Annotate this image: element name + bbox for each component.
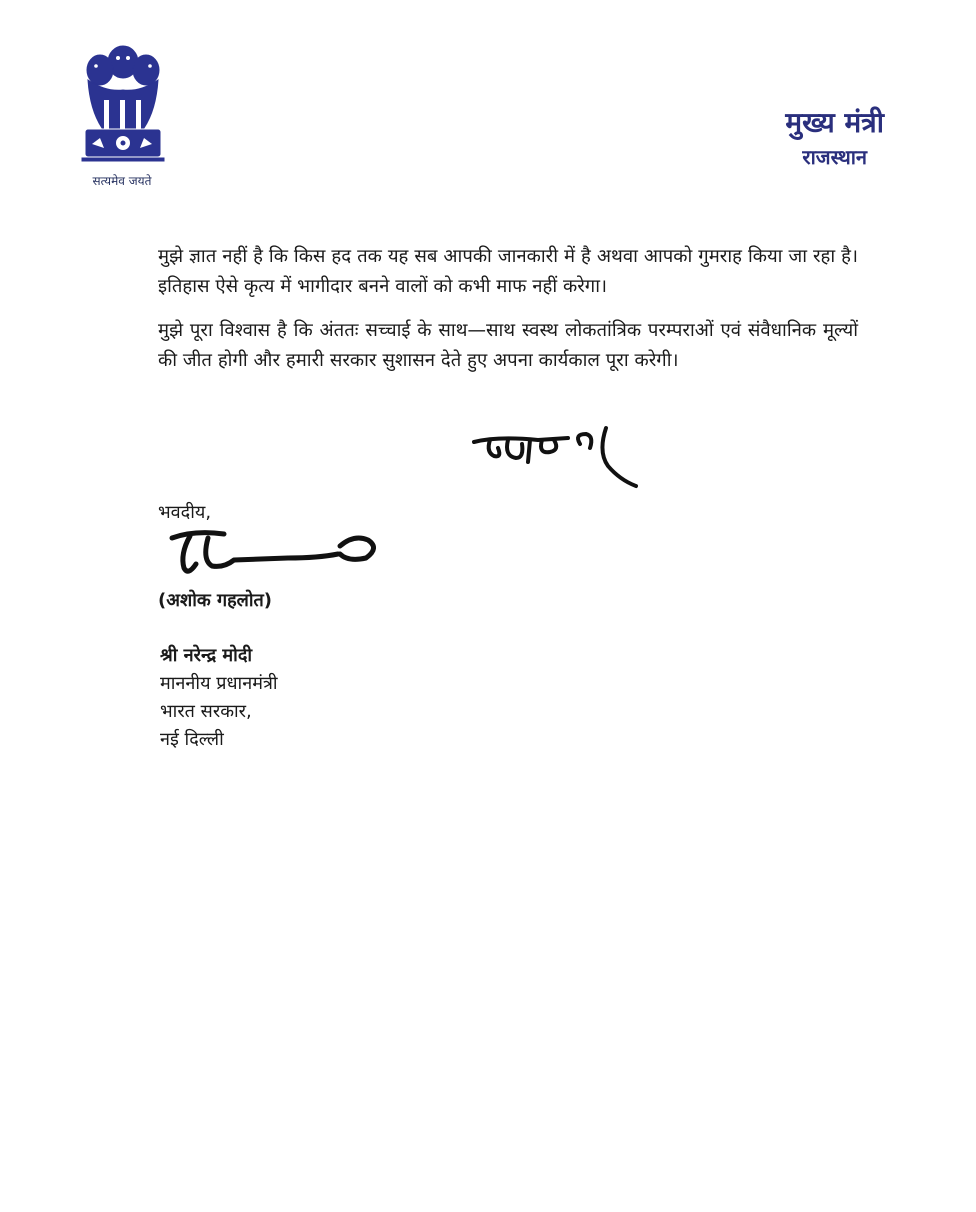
signature	[168, 524, 388, 584]
office-state: राजस्थान	[802, 145, 868, 169]
body-paragraph: मुझे पूरा विश्वास है कि अंततः सच्चाई के साथ—साथ स्वस्थ लोकतांत्रिक परम्पराओं एवं संवैधानिक मूल्यों की जीत होगी और हमारी सरकार सुशासन देते हुए अपना कार्यकाल पूरा करेगी।	[158, 320, 858, 371]
recipient-designation: माननीय प्रधानमंत्री	[160, 673, 278, 694]
letter-body	[158, 242, 858, 390]
national-emblem-icon	[80, 40, 166, 190]
emblem-motto: सत्यमेव जयते	[92, 174, 152, 188]
closing-salutation: भवदीय,	[158, 502, 212, 523]
recipient-organization: भारत सरकार,	[160, 701, 252, 722]
office-heading	[785, 104, 884, 172]
signatory-name: (अशोक गहलोत)	[158, 590, 273, 611]
recipient-block	[160, 642, 278, 754]
recipient-city: नई दिल्ली	[160, 729, 224, 750]
office-title: मुख्य मंत्री	[785, 106, 884, 139]
body-paragraph: मुझे ज्ञात नहीं है कि किस हद तक यह सब आपकी जानकारी में है अथवा आपको गुमराह किया जा रहा है। इतिहास ऐसे कृत्य में भागीदार बनने वालों को कभी माफ नहीं करेगा।	[158, 246, 858, 297]
handwritten-initial	[468, 422, 648, 492]
recipient-name: श्री नरेन्द्र मोदी	[160, 645, 253, 666]
